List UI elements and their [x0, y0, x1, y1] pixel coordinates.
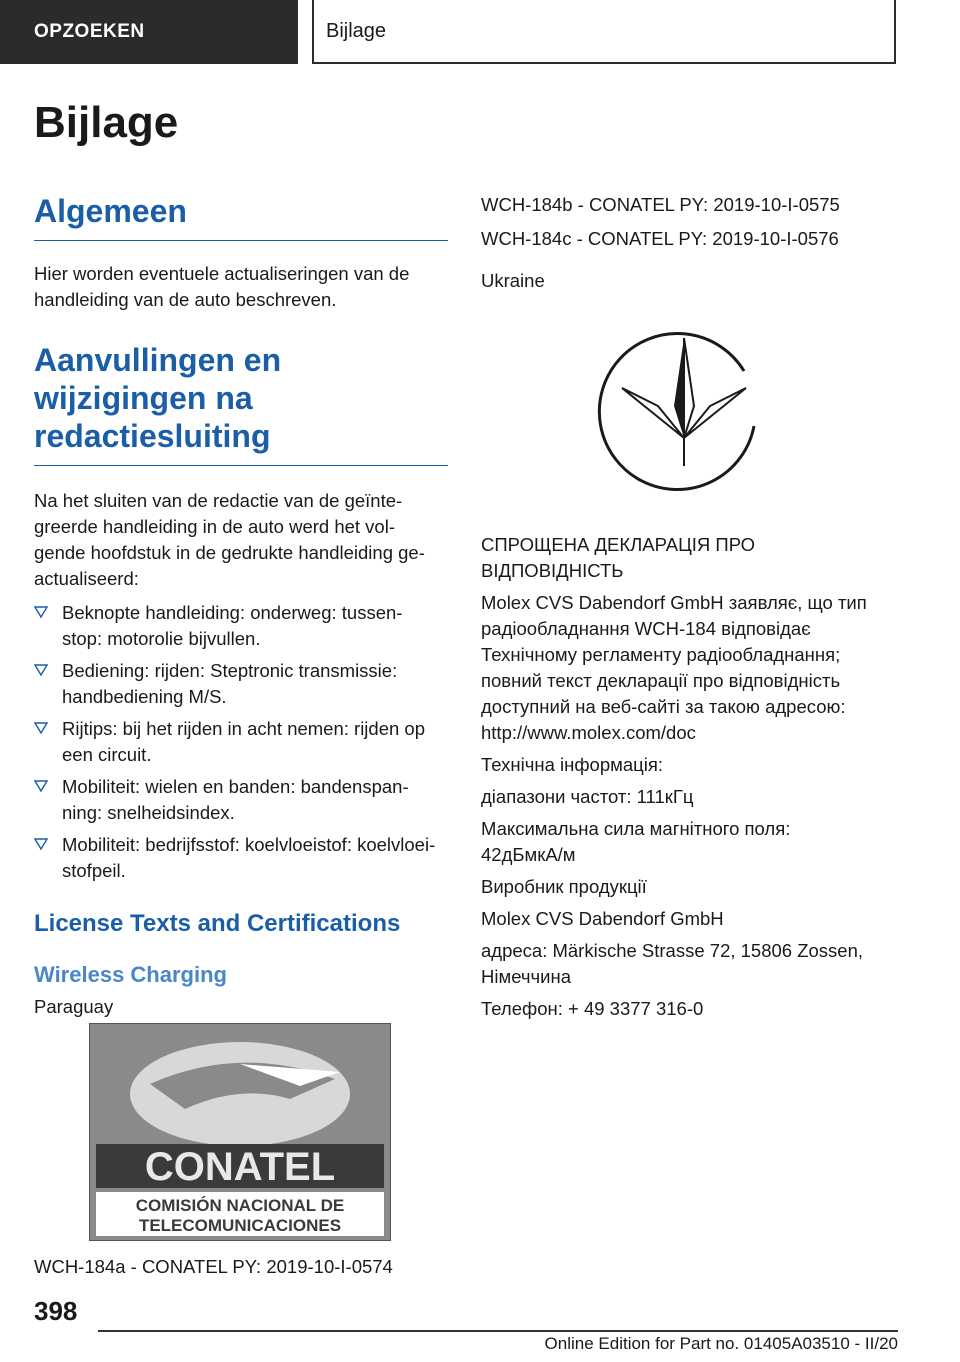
license-heading: License Texts and Certifications: [34, 910, 401, 937]
search-tab-label: OPZOEKEN: [34, 21, 145, 42]
triangle-bullet-icon: [34, 779, 48, 793]
wch-c-text: WCH-184c - CONATEL PY: 2019-10-I-0576: [481, 228, 839, 249]
ukraine-label: Ukraine: [481, 270, 545, 291]
manufacturer-address: [481, 938, 901, 990]
magnetic-field: [481, 816, 901, 868]
intro-line-2: greerde handleiding in de auto werd het vol-: [34, 516, 395, 537]
paragraph-line: адреса: Märkische Strasse 72, 15806 Zossen,: [481, 940, 864, 961]
paragraph-line: Технічному регламенту радіообладнання;: [481, 644, 841, 665]
list-item-line: Mobiliteit: wielen en banden: bandenspan-: [62, 776, 409, 797]
list-item: [34, 716, 448, 768]
declaration-title: [481, 532, 901, 584]
manufacturer-name: Molex CVS Dabendorf GmbH: [481, 908, 724, 929]
intro-line-4: actualiseerd:: [34, 568, 139, 589]
paragraph-line: Molex CVS Dabendorf GmbH заявляє, що тип: [481, 592, 867, 613]
molex-url-link[interactable]: http://www.molex.com/doc: [481, 722, 696, 743]
section-heading-aanvullingen: [34, 341, 448, 466]
paragraph-line: доступний на веб-сайті за такою адресою:: [481, 696, 846, 717]
paragraph-line: ВІДПОВІДНІСТЬ: [481, 560, 624, 581]
page-number: 398: [34, 1296, 78, 1326]
left-column: [34, 192, 448, 1020]
footer-edition: Online Edition for Part no. 01405A03510 - II/20: [544, 1334, 898, 1353]
search-tab[interactable]: [0, 0, 298, 64]
ukraine-declaration: [481, 532, 901, 1022]
list-item: [34, 658, 448, 710]
ukraine-conformity-icon: [594, 316, 774, 496]
paragraph-line: повний текст декларації про відповідність: [481, 670, 841, 691]
list-item: [34, 832, 448, 884]
update-list: [34, 600, 448, 884]
paraguay-label: Paraguay: [34, 996, 114, 1017]
aanvullingen-intro: [34, 488, 448, 592]
list-item-line: Bediening: rijden: Steptronic transmissie:: [62, 660, 398, 681]
list-item-line: Mobiliteit: bedrijfsstof: koelvloeistof: koelvloei-: [62, 834, 436, 855]
paragraph-line: СПРОЩЕНА ДЕКЛАРАЦІЯ ПРО: [481, 534, 756, 555]
paragraph-line: радіообладнання WCH-184 відповідає: [481, 618, 811, 639]
paragraph-line: 42дБмкА/м: [481, 844, 576, 865]
conatel-line-2: TELECOMUNICACIONES: [138, 1216, 342, 1235]
page-title: Bijlage: [34, 98, 179, 147]
ukraine-conformity-mark: [594, 316, 774, 496]
list-item-line: stop: motorolie bijvullen.: [62, 628, 261, 649]
conatel-line-1: COMISIÓN NACIONAL DE: [135, 1196, 345, 1215]
wch-b-text: WCH-184b - CONATEL PY: 2019-10-I-0575: [481, 194, 840, 215]
wch-a-text: WCH-184a - CONATEL PY: 2019-10-I-0574: [34, 1256, 393, 1277]
footer-divider: [98, 1330, 898, 1332]
declaration-body: [481, 590, 901, 746]
algemeen-text: [34, 261, 448, 313]
triangle-bullet-icon: [34, 663, 48, 677]
list-item-line: Rijtips: bij het rijden in acht nemen: rijden op: [62, 718, 425, 739]
list-item-line: Beknopte handleiding: onderweg: tussen-: [62, 602, 403, 623]
algemeen-text-content: Hier worden eventuele actualiseringen van de handleiding van de auto beschreven.: [34, 263, 410, 310]
triangle-bullet-icon: [34, 837, 48, 851]
section-tab-label: Bijlage: [326, 19, 387, 42]
right-column: [481, 192, 901, 1022]
wireless-charging-heading: Wireless Charging: [34, 962, 227, 987]
list-item-line: een circuit.: [62, 744, 152, 765]
manufacturer-phone: Телефон: + 49 3377 316-0: [481, 998, 704, 1019]
manufacturer-label: Виробник продукції: [481, 876, 647, 897]
triangle-bullet-icon: [34, 605, 48, 619]
conatel-logo: [89, 1023, 391, 1241]
tech-info-label: Технічна інформація:: [481, 754, 664, 775]
list-item-line: handbediening M/S.: [62, 686, 227, 707]
conatel-emblem-icon: [90, 1024, 390, 1240]
triangle-bullet-icon: [34, 721, 48, 735]
conatel-word: CONATEL: [144, 1145, 336, 1189]
list-item: [34, 774, 448, 826]
frequency-range: діапазони частот: 111кГц: [481, 786, 694, 807]
heading-line-1: Aanvullingen en: [34, 342, 282, 378]
heading-line-3: redactiesluiting: [34, 418, 271, 454]
heading-line-2: wijzigingen na: [34, 380, 253, 416]
intro-line-3: gende hoofdstuk in de gedrukte handleiding ge-: [34, 542, 425, 563]
list-item-line: stofpeil.: [62, 860, 126, 881]
paragraph-line: Німеччина: [481, 966, 571, 987]
list-item: [34, 600, 448, 652]
list-item-line: ning: snelheidsindex.: [62, 802, 235, 823]
paragraph-line: Максимальна сила магнітного поля:: [481, 818, 791, 839]
section-heading-algemeen: Algemeen: [34, 192, 448, 241]
intro-line-1: Na het sluiten van de redactie van de geïnte-: [34, 490, 403, 511]
section-tab: [312, 0, 896, 64]
